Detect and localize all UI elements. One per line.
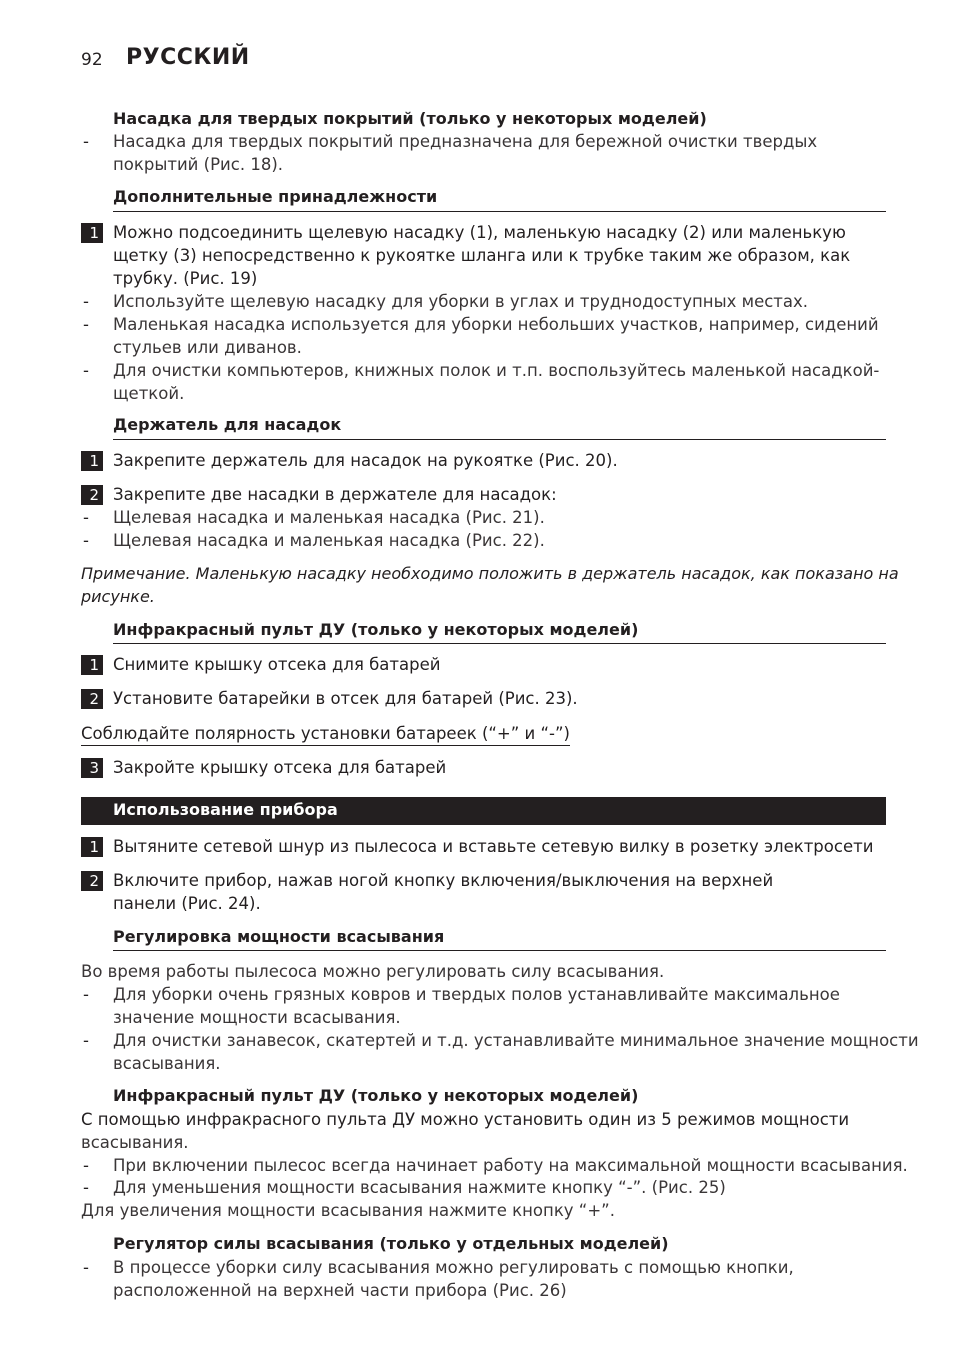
- bullet-text: расположенной на верхней части прибора (Рис. 26): [113, 1281, 567, 1300]
- section-bar-using-appliance: [81, 797, 886, 825]
- bullet-text: Для очистки компьютеров, книжных полок и т.п. воспользуйтесь маленькой насадкой-: [113, 361, 880, 380]
- paragraph-text: С помощью инфракрасного пульта ДУ можно установить один из 5 режимов мощности: [81, 1110, 850, 1129]
- heading-rule: [113, 211, 886, 212]
- dash-marker: -: [83, 985, 89, 1004]
- step-text: трубку. (Рис. 19): [113, 269, 258, 288]
- dash-marker: -: [83, 292, 89, 311]
- bullet-text: покрытий (Рис. 18).: [113, 155, 284, 174]
- bullet-text: Маленькая насадка используется для уборки небольших участков, например, сидений: [113, 315, 879, 334]
- dash-marker: -: [83, 1258, 89, 1277]
- bullet-text: Щелевая насадка и маленькая насадка (Рис. 21).: [113, 508, 545, 527]
- note-text: Примечание. Маленькую насадку необходимо положить в держатель насадок, как показано на: [81, 564, 899, 583]
- bullet-text: стульев или диванов.: [113, 338, 302, 357]
- step-number: 1: [81, 655, 103, 675]
- note-text: рисунке.: [81, 587, 155, 606]
- step-text: щетку (3) непосредственно к рукоятке шланга или к трубке таким же образом, как: [113, 246, 851, 265]
- paragraph-text: Во время работы пылесоса можно регулировать силу всасывания.: [81, 962, 665, 981]
- step-number: 1: [81, 223, 103, 243]
- dash-marker: -: [83, 1031, 89, 1050]
- dash-marker: -: [83, 1156, 89, 1175]
- step-number: 3: [81, 758, 103, 778]
- bullet-text: значение мощности всасывания.: [113, 1008, 401, 1027]
- bullet-text: щеткой.: [113, 384, 185, 403]
- polarity-underlined-text: Соблюдайте полярность установки батареек (“+” и “-”): [81, 722, 570, 746]
- heading-rule: [113, 643, 886, 644]
- step-text: Можно подсоединить щелевую насадку (1), маленькую насадку (2) или маленькую: [113, 223, 846, 242]
- heading-rule: [113, 950, 886, 951]
- bullet-text: Используйте щелевую насадку для уборки в углах и труднодоступных местах.: [113, 292, 809, 311]
- heading-ir-remote-suction: Инфракрасный пульт ДУ (только у некоторых моделей): [113, 1086, 639, 1105]
- bullet-text: Для уменьшения мощности всасывания нажмите кнопку “-”. (Рис. 25): [113, 1178, 726, 1197]
- page-number: 92: [81, 50, 103, 70]
- dash-marker: -: [83, 508, 89, 527]
- step-text: панели (Рис. 24).: [113, 894, 261, 913]
- heading-nozzle-holder: Держатель для насадок: [113, 415, 342, 434]
- bullet-text: При включении пылесос всегда начинает работу на максимальной мощности всасывания.: [113, 1156, 908, 1175]
- bullet-text: В процессе уборки силу всасывания можно регулировать с помощью кнопки,: [113, 1258, 794, 1277]
- dash-marker: -: [83, 531, 89, 550]
- section-bar-title: Использование прибора: [113, 800, 338, 819]
- dash-marker: -: [83, 315, 89, 334]
- heading-suction-regulator: Регулятор силы всасывания (только у отдельных моделей): [113, 1234, 669, 1253]
- bullet-text: Для очистки занавесок, скатертей и т.д. устанавливайте минимальное значение мощности: [113, 1031, 919, 1050]
- step-number: 2: [81, 485, 103, 505]
- dash-marker: -: [83, 132, 89, 151]
- step-text: Закройте крышку отсека для батарей: [113, 758, 447, 777]
- paragraph-text: Для увеличения мощности всасывания нажмите кнопку “+”.: [81, 1201, 615, 1220]
- step-number: 1: [81, 451, 103, 471]
- bullet-text: всасывания.: [113, 1054, 221, 1073]
- dash-marker: -: [83, 1178, 89, 1197]
- step-text: Закрепите две насадки в держателе для насадок:: [113, 485, 557, 504]
- step-text: Включите прибор, нажав ногой кнопку включения/выключения на верхней: [113, 871, 774, 890]
- heading-ir-remote: Инфракрасный пульт ДУ (только у некоторых моделей): [113, 620, 639, 639]
- heading-hard-floor-nozzle: Насадка для твердых покрытий (только у некоторых моделей): [113, 109, 707, 128]
- step-text: Установите батарейки в отсек для батарей (Рис. 23).: [113, 689, 578, 708]
- step-number: 2: [81, 689, 103, 709]
- step-text: Вытяните сетевой шнур из пылесоса и вставьте сетевую вилку в розетку электросети: [113, 837, 874, 856]
- bullet-text: Для уборки очень грязных ковров и твердых полов устанавливайте максимальное: [113, 985, 840, 1004]
- heading-suction-power: Регулировка мощности всасывания: [113, 927, 445, 946]
- dash-marker: -: [83, 361, 89, 380]
- bullet-text: Щелевая насадка и маленькая насадка (Рис. 22).: [113, 531, 545, 550]
- step-text: Снимите крышку отсека для батарей: [113, 655, 441, 674]
- language-title: РУССКИЙ: [126, 45, 250, 70]
- step-text: Закрепите держатель для насадок на рукоятке (Рис. 20).: [113, 451, 618, 470]
- paragraph-text: всасывания.: [81, 1133, 189, 1152]
- heading-rule: [113, 439, 886, 440]
- step-number: 2: [81, 871, 103, 891]
- step-number: 1: [81, 837, 103, 857]
- heading-accessories: Дополнительные принадлежности: [113, 187, 438, 206]
- bullet-text: Насадка для твердых покрытий предназначена для бережной очистки твердых: [113, 132, 818, 151]
